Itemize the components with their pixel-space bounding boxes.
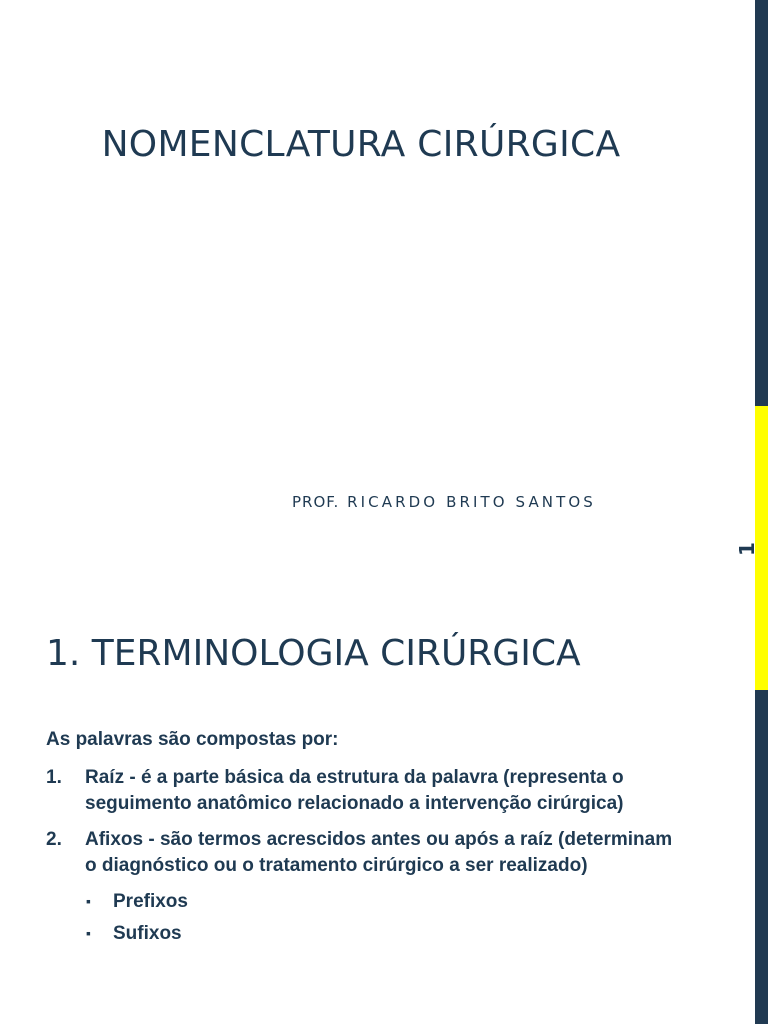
list-item-text: Afixos - são termos acrescidos antes ou após a raíz (determinam o diagnóstico ou o tratamento cirúrgico a ser realizado) — [85, 829, 673, 876]
author-prefix: PROF. — [292, 493, 340, 511]
numbered-list — [46, 765, 686, 952]
list-item — [46, 827, 686, 878]
slide-number: 1 — [735, 542, 759, 556]
square-bullet-icon: ▪ — [86, 893, 91, 909]
bullet-text: Prefixos — [113, 891, 188, 912]
slide-title: NOMENCLATURA CIRÚRGICA — [101, 124, 621, 165]
author-line — [292, 493, 596, 511]
list-item-text: Raíz - é a parte básica da estrutura da palavra (representa o seguimento anatômico relacionado a intervenção cirúrgica) — [85, 767, 624, 814]
square-bullet-icon: ▪ — [86, 924, 91, 941]
author-name: RICARDO BRITO SANTOS — [347, 493, 596, 511]
sub-bullet-list — [46, 889, 686, 946]
list-item — [46, 765, 686, 816]
bullet-item — [46, 889, 686, 915]
list-item-number: 2. — [46, 829, 62, 850]
section-title: 1. TERMINOLOGIA CIRÚRGICA — [46, 633, 581, 674]
list-item-number: 1. — [46, 767, 62, 788]
intro-text: As palavras são compostas por: — [46, 729, 339, 750]
bullet-item — [46, 921, 686, 947]
bullet-text: Sufixos — [113, 922, 182, 944]
